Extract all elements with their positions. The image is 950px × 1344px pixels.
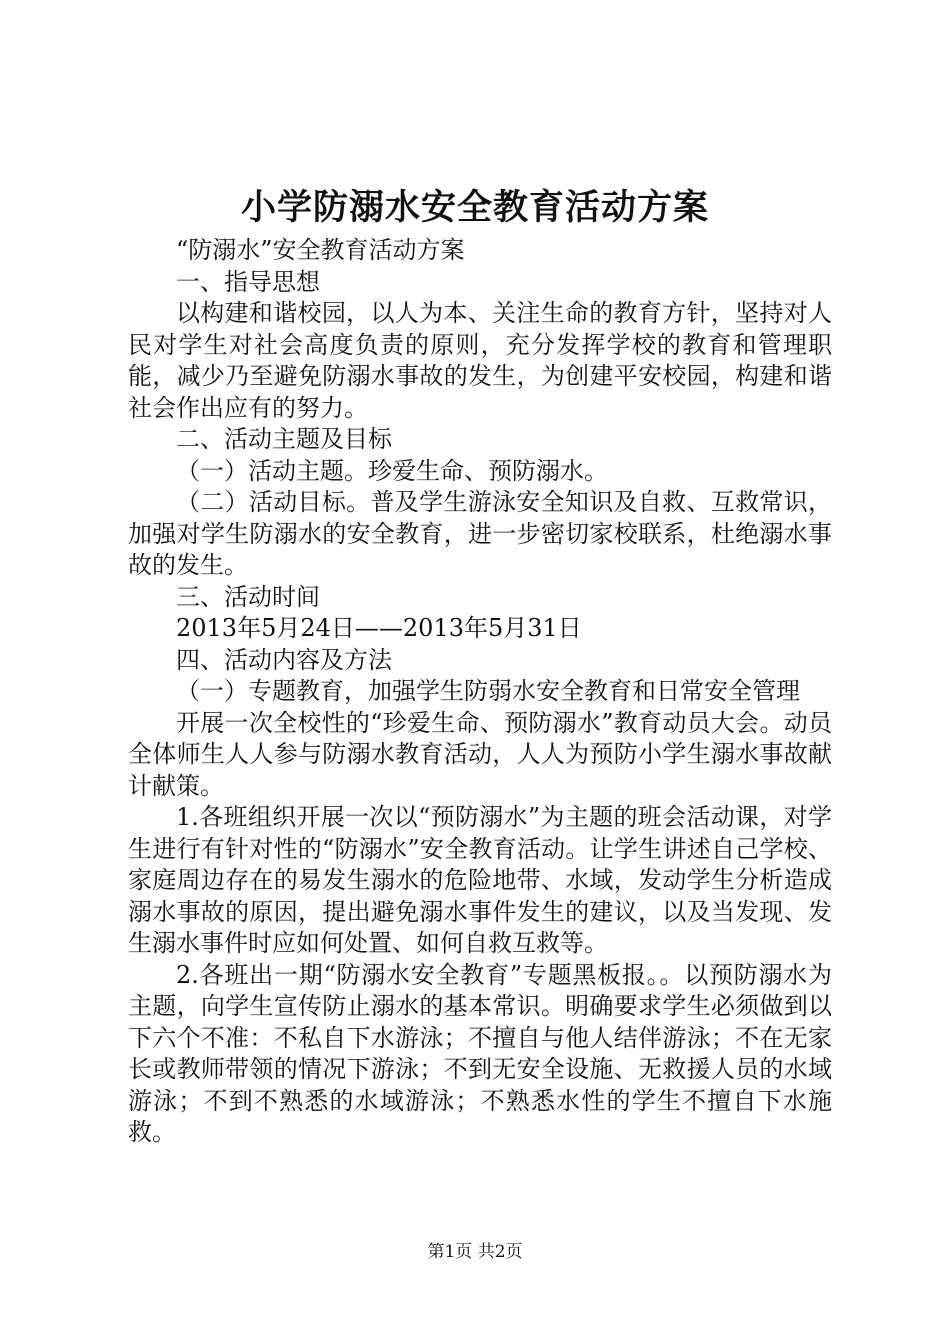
paragraph-guiding-thought: 以构建和谐校园，以人为本、关注生命的教育方针，坚持对人民对学生对社会高度负责的原则，充分发挥学校的教育和管理职能，减少乃至避免防溺水事故的发生，为创建平安校园，构建和谐社会作出应有的努力。 <box>128 299 832 422</box>
paragraph-item-1: 1.各班组织开展一次以“预防溺水”为主题的班会活动课，对学生进行有针对性的“防溺水”安全教育活动。让学生讲述自己学校、家庭周边存在的易发生溺水的危险地带、水域，发动学生分析造成溺水事故的原因，提出避免溺水事件发生的建议，以及当发现、发生溺水事件时应如何处置、如何自救互救等。 <box>128 803 832 957</box>
paragraph-goals: （二）活动目标。普及学生游泳安全知识及自救、互救常识，加强对学生防溺水的安全教育，进一步密切家校联系，杜绝溺水事故的发生。 <box>128 488 832 579</box>
paragraph-item-2: 2.各班出一期“防溺水安全教育”专题黑板报。。以预防溺水为主题，向学生宣传防止溺水的基本常识。明确要求学生必须做到以下六个不准：不私自下水游泳；不擅自与他人结伴游泳；不在无家长或教师带领的情况下游泳；不到无安全设施、无救援人员的水域游泳；不到不熟悉的水域游泳；不熟悉水性的学生不擅自下水施救。 <box>128 960 832 1146</box>
paragraph-subtitle: “防溺水”安全教育活动方案 <box>176 236 465 264</box>
heading-guiding-thought: 一、指导思想 <box>176 267 320 296</box>
page-footer: 第1页 共2页 <box>427 1242 523 1262</box>
paragraph-theme: （一）活动主题。珍爱生命、预防溺水。 <box>176 456 608 485</box>
paragraph-special-education: （一）专题教育，加强学生防弱水安全教育和日常安全管理 <box>176 677 800 705</box>
paragraph-mobilization: 开展一次全校性的“珍爱生命、预防溺水”教育动员大会。动员全体师生人人参与防溺水教育活动，人人为预防小学生溺水事故献计献策。 <box>128 708 832 800</box>
document-body <box>128 235 832 1149</box>
document-title: 小学防溺水安全教育活动方案 <box>240 187 709 228</box>
heading-theme-goals: 二、活动主题及目标 <box>176 425 392 453</box>
heading-content-methods: 四、活动内容及方法 <box>176 645 392 674</box>
paragraph-activity-time: 2013年5月24日——2013年5月31日 <box>176 614 582 642</box>
heading-activity-time: 三、活动时间 <box>176 582 320 611</box>
